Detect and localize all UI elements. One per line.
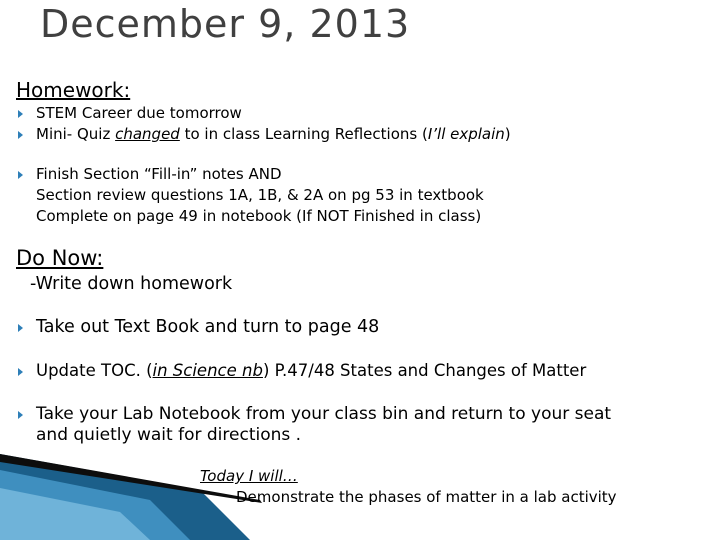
do-now-update-toc <box>36 361 586 380</box>
homework-item-complete: Complete on page 49 in notebook (If NOT Finished in class) <box>36 207 482 225</box>
bullet-arrow-icon <box>18 131 23 139</box>
quiz-middle: to in class Learning Reflections ( <box>179 125 428 143</box>
bullet-arrow-icon <box>18 368 23 376</box>
toc-prefix: Update TOC. ( <box>36 361 153 380</box>
do-now-heading: Do Now: <box>16 246 104 270</box>
do-now-write-homework: -Write down homework <box>30 274 233 294</box>
slide-title: December 9, 2013 <box>40 2 411 46</box>
homework-item-stem: STEM Career due tomorrow <box>36 104 242 122</box>
do-now-lab-notebook: Take your Lab Notebook from your class bin and return to your seat <box>36 404 612 424</box>
do-now-textbook: Take out Text Book and turn to page 48 <box>36 317 380 337</box>
toc-science-nb: in Science nb <box>152 361 263 380</box>
toc-suffix: ) P.47/48 States and Changes of Matter <box>262 361 587 380</box>
homework-item-finish: Finish Section “Fill-in” notes AND <box>36 165 282 183</box>
homework-item-quiz <box>36 125 511 143</box>
bullet-arrow-icon <box>18 324 23 332</box>
bullet-arrow-icon <box>18 110 23 118</box>
objective-rest: the phases of matter in a lab activity <box>334 488 617 506</box>
quiz-changed: changed <box>115 125 180 143</box>
objective-verb: Demonstrate <box>236 488 335 506</box>
quiz-suffix: ) <box>504 125 511 143</box>
bullet-arrow-icon <box>18 411 23 419</box>
quiz-explain: I’ll explain <box>427 125 505 143</box>
homework-item-review: Section review questions 1A, 1B, & 2A on pg 53 in textbook <box>36 186 484 204</box>
homework-heading: Homework: <box>16 78 131 102</box>
today-objective <box>236 488 617 506</box>
quiz-prefix: Mini- Quiz <box>36 125 116 143</box>
today-i-will-label: Today I will… <box>200 467 298 485</box>
do-now-wait: and quietly wait for directions . <box>36 425 302 445</box>
bullet-arrow-icon <box>18 171 23 179</box>
